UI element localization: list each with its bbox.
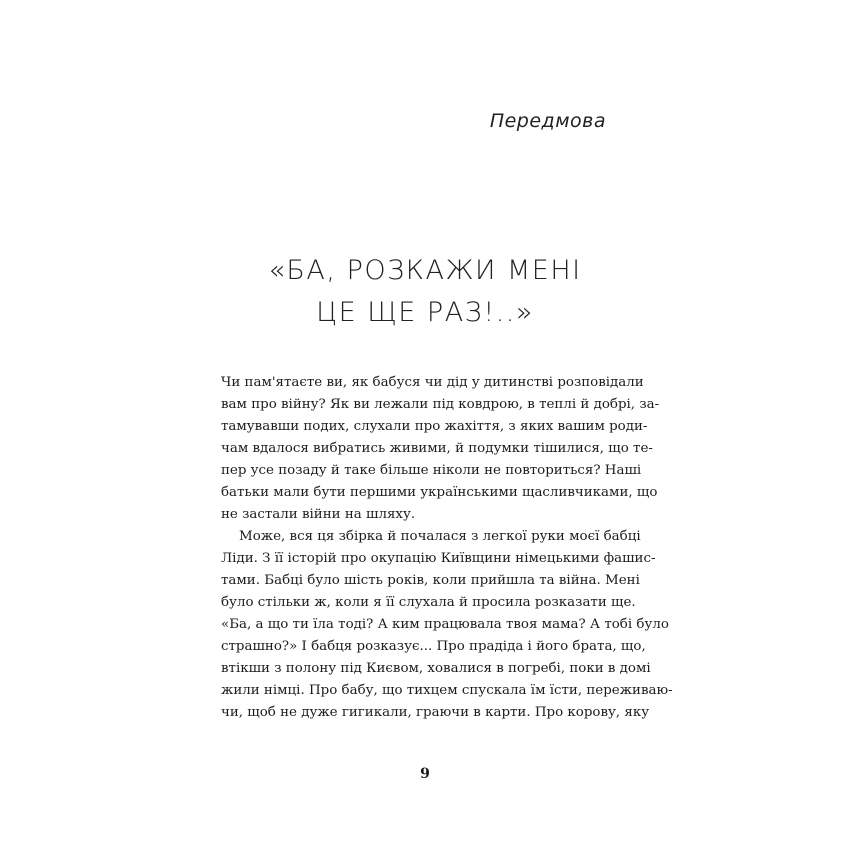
text-line: Ліди. З її історій про окупацію Київщини німецькими фашис-	[221, 551, 656, 566]
text-line: пер усе позаду й таке більше ніколи не повториться? Наші	[221, 463, 642, 478]
text-line: чи, щоб не дуже гигикали, граючи в карти. Про корову, яку	[221, 705, 650, 720]
text-line: страшно?» І бабця розказує... Про прадіда і його брата, що,	[221, 639, 646, 654]
text-line: чам вдалося вибратись живими, й подумки тішилися, що те-	[221, 441, 653, 456]
text-line: «Ба, а що ти їла тоді? А ким працювала твоя мама? А тобі було	[221, 617, 669, 632]
text-line: Може, вся ця збірка й почалася з легкої руки моєї бабці	[239, 529, 641, 544]
text-line: тамувавши подих, слухали про жахіття, з яких вашим роди-	[221, 419, 648, 434]
text-line: батьки мали бути першими українськими щасливчиками, що	[221, 485, 658, 500]
text-line: втікши з полону під Києвом, ховалися в погребі, поки в домі	[221, 661, 651, 676]
chapter-title-line-2: ЦЕ ЩЕ РАЗ!..»	[316, 297, 534, 328]
text-line: Чи пам'ятаєте ви, як бабуся чи дід у дитинстві розповідали	[221, 375, 644, 390]
text-line: тами. Бабці було шість років, коли прийшла та війна. Мені	[221, 573, 640, 588]
text-line: жили німці. Про бабу, що тихцем спускала їм їсти, переживаю-	[221, 683, 673, 698]
chapter-title	[180, 250, 670, 334]
section-label: Передмова	[489, 110, 606, 132]
text-line: не застали війни на шляху.	[221, 507, 416, 522]
page-number: 9	[420, 766, 430, 782]
text-line: було стільки ж, коли я її слухала й просила розказати ще.	[221, 595, 636, 610]
body-text	[221, 372, 673, 724]
text-line: вам про війну? Як ви лежали під ковдрою, в теплі й добрі, за-	[221, 397, 660, 412]
chapter-title-line-1: «БА, РОЗКАЖИ МЕНІ	[268, 255, 582, 286]
